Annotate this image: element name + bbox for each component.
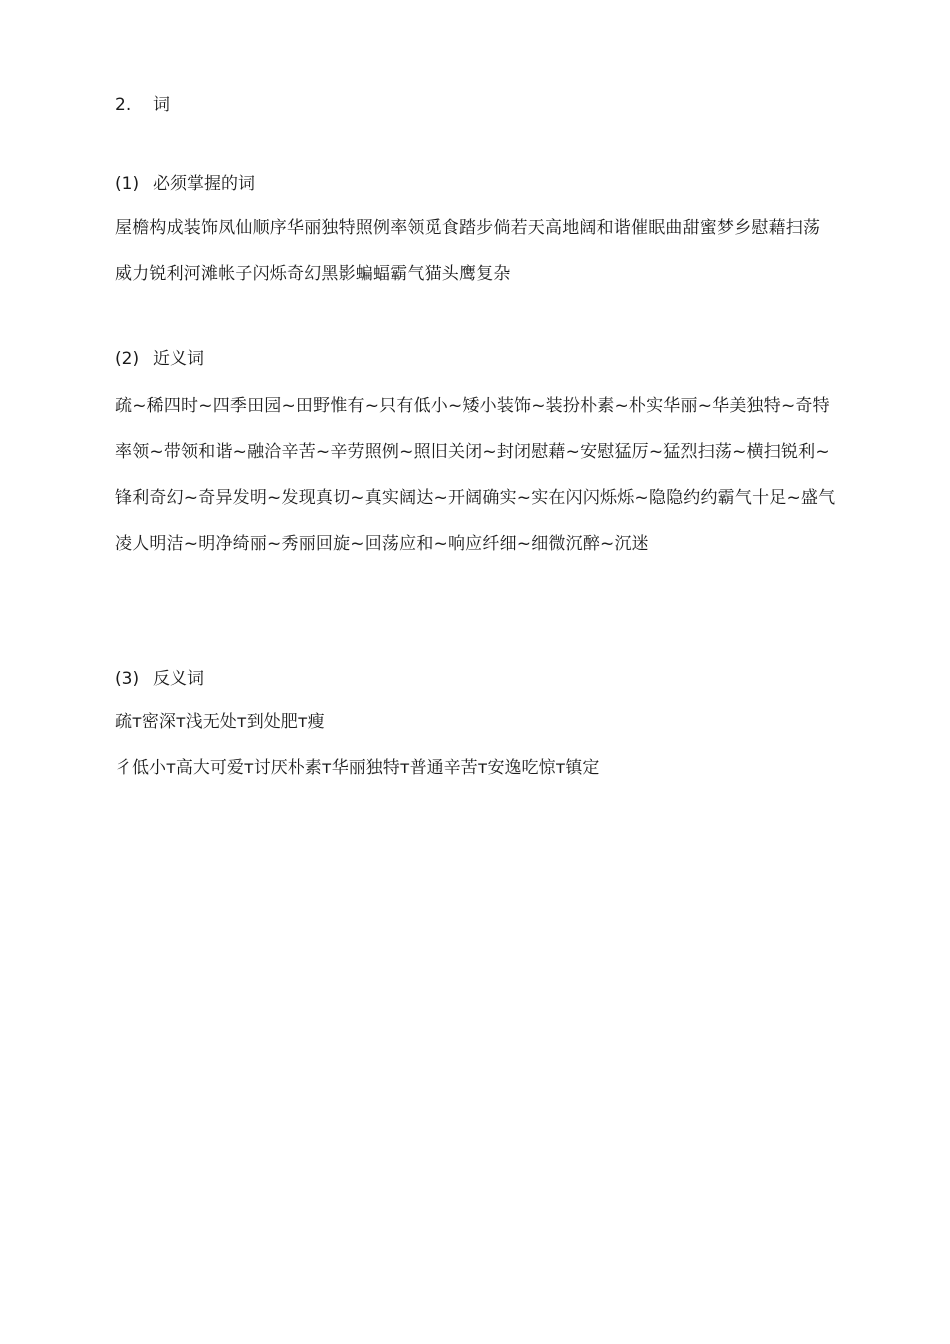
section-title: 词 bbox=[153, 95, 170, 115]
subsection-number-2: (2) bbox=[115, 349, 140, 369]
subsection-heading-2 bbox=[115, 347, 204, 371]
subsection-title-1: 必须掌握的词 bbox=[153, 174, 255, 194]
subsection-heading-1 bbox=[115, 172, 255, 196]
antonyms-line-1: 疏т密深т浅无处т到处肥т瘦 bbox=[115, 712, 325, 732]
section-heading bbox=[115, 93, 170, 117]
subsection-heading-3 bbox=[115, 667, 204, 691]
subsection-title-3: 反义词 bbox=[153, 669, 204, 689]
subsection-number-1: (1) bbox=[115, 174, 140, 194]
subsection-number-3: (3) bbox=[115, 669, 140, 689]
synonyms-paragraph: 疏~稀四时~四季田园~田野惟有~只有低小~矮小装饰~装扮朴素~朴实华丽~华美独特~奇特率领~带领和谐~融洽辛苦~辛劳照例~照旧关闭~封闭慰藉~安慰猛厉~猛烈扫荡~横扫锐利~锋利奇幻~奇异发明~发现真切~真实阔达~开阔确实~实在闪闪烁烁~隐隐约约霸气十足~盛气凌人明洁~明净绮丽~秀丽回旋~回荡应和~响应纤细~细微沉醉~沉迷 bbox=[115, 396, 836, 554]
must-know-words-paragraph: 屋檐构成装饰凤仙顺序华丽独特照例率领觅食踏步倘若天高地阔和谐催眠曲甜蜜梦乡慰藉扫荡威力锐利河滩帐子闪烁奇幻黑影蝙蝠霸气猫头鹰复杂 bbox=[115, 218, 821, 284]
subsection-title-2: 近义词 bbox=[153, 349, 204, 369]
antonyms-line-2: 彳低小т高大可爱т讨厌朴素т华丽独特т普通辛苦т安逸吃惊т镇定 bbox=[115, 758, 600, 778]
section-number: 2. bbox=[115, 95, 132, 115]
